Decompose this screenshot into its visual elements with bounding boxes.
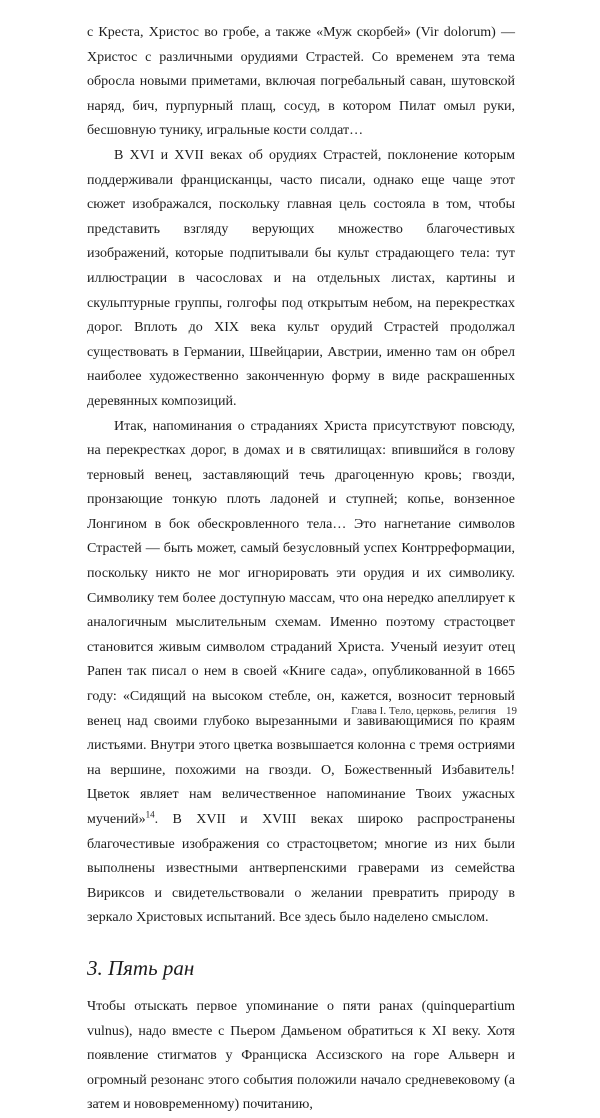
paragraph-3 xyxy=(87,415,515,931)
section-heading: 3. Пять ран xyxy=(87,955,195,980)
paragraph-3-main: Итак, напоминания о страданиях Христа присутствуют повсюду, на перекрестках дорог, в домах и в святилищах: впившийся в голову терновый венец, заставляющий течь драгоценную кровь; гвозди, пронзающие тонкую плоть ладоней и ступней; копье, вонзенное Лонгином в бок обескровленного тела… Это нагнетание символов Страстей — быть может, самый безусловный успех Контрреформации, поскольку никто не мог игнорировать эти орудия и их символику. Символику тем более доступную массам, что она нередко апеллирует к аналогичным мыслительным схемам. Именно поэтому страстоцвет становится живым символом страданий Христа. Ученый иезуит отец Рапен так писал о нем в своей «Книге сада», опубликованной в 1665 году: «Сидящий на высоком стебле, он, кажется, возносит терновый венец над своими глубоко вырезанными и завивающимися по краям листьями. Внутри этого цветка возвышается колонна с тремя остриями на вершине, похожими на гвозди. О, Божественный Избавитель! Цветок являет нам величественное напоминание Твоих ужасных мучений» xyxy=(87,418,515,827)
page-number: 19 xyxy=(506,705,517,717)
paragraph-3-rest: . В XVII и XVIII веках широко распространены благочестивые изображения со страстоцветом; многие из них были выполнены известными антверпенскими граверами из семейства Вириксов и свидетельствовали о желании превратить природу в зеркало Христовых испытаний. Все здесь было наделено смыслом. xyxy=(87,812,515,926)
paragraph-1: с Креста, Христос во гробе, а также «Муж скорбей» (Vir dolorum) — Христос с различными орудиями Страстей. Со временем эта тема обросла новыми приметами, включая погребальный саван, шутовской наряд, бич, пурпурный плащ, сосуд, в котором Пилат омыл руки, бесшовную тунику, игральные кости солдат… xyxy=(87,25,515,139)
running-head: Глава I. Тело, церковь, религия xyxy=(351,705,496,717)
paragraph-4: Чтобы отыскать первое упоминание о пяти ранах (quinquepartium vulnus), надо вместе с Пьером Дамьеном обратиться к XI веку. Хотя появление стигматов у Франциска Ассизского на горе Альверн и огромный резонанс этого события положили начало средневековому (а затем и нововременному) почитанию, xyxy=(87,998,515,1113)
footnote-ref-14[interactable]: 14 xyxy=(145,809,155,820)
body-text xyxy=(87,21,515,1118)
paragraph-2: В XVI и XVII веках об орудиях Страстей, поклонение которым поддерживали францисканцы, часто писали, однако еще чаще этот сюжет изображался, поскольку главная цель состояла в том, чтобы представить взгляду верующих множество благочестивых изображений, которые подпитывали бы культ страдающего тела: тут иллюстрации в часословах и на отдельных листах, картины и скульптурные группы, голгофы под открытым небом, на перекрестках дорог. Вплоть до XIX века культ орудий Страстей продолжал существовать в Германии, Швейцарии, Австрии, именно там он обрел наиболее художественно законченную форму в виде раскрашенных деревянных композиций. xyxy=(87,147,515,409)
page-footer xyxy=(351,705,517,717)
